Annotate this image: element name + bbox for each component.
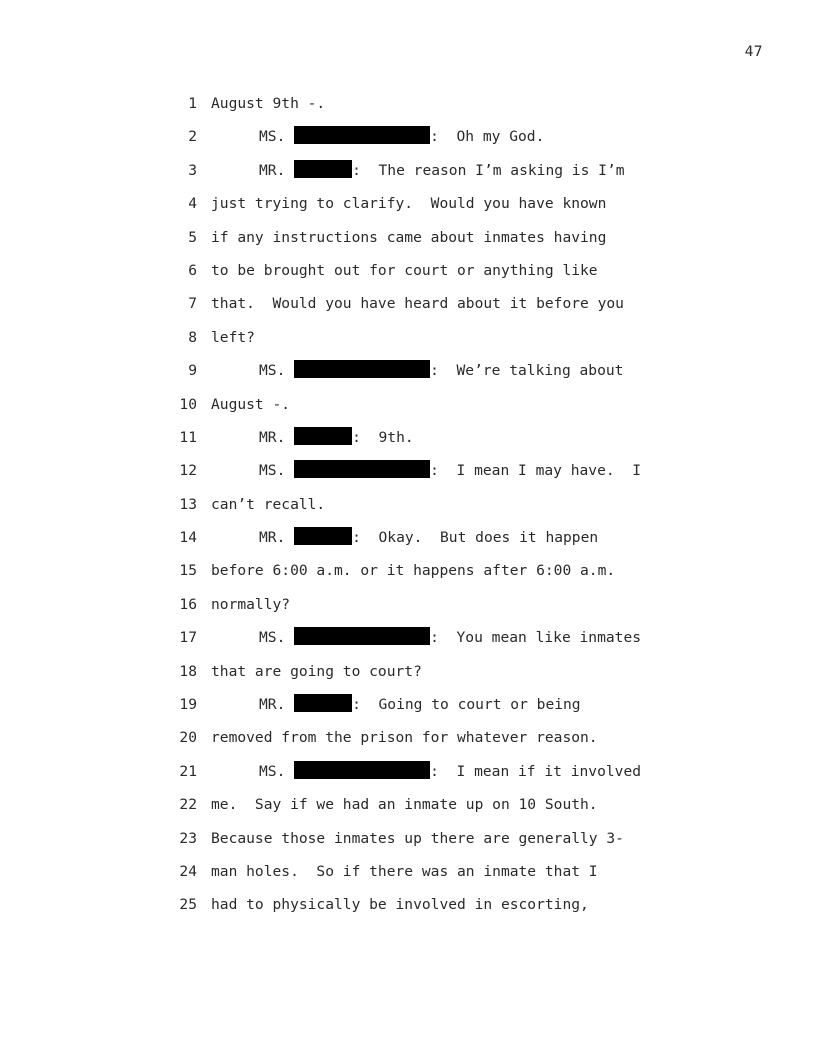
line-text	[211, 459, 641, 483]
line-number: 22	[179, 796, 197, 814]
speaker-label: MS.	[259, 629, 286, 647]
transcript-line	[0, 860, 816, 893]
spoken-text: : I mean I may have. I	[430, 462, 642, 480]
spoken-text: : Going to court or being	[352, 696, 581, 714]
spoken-text: that. Would you have heard about it before you	[211, 295, 624, 313]
redacted-name	[294, 694, 352, 712]
line-text	[211, 893, 589, 917]
transcript-line	[0, 893, 816, 926]
transcript-line	[0, 726, 816, 759]
spoken-text: before 6:00 a.m. or it happens after 6:00 a.m.	[211, 562, 616, 580]
line-text	[211, 726, 598, 750]
line-number: 19	[179, 696, 197, 714]
spoken-text: man holes. So if there was an inmate that I	[211, 862, 598, 880]
spoken-text: August 9th -.	[211, 95, 326, 112]
transcript-line	[0, 192, 816, 225]
line-text	[211, 593, 290, 617]
transcript-line	[0, 226, 816, 259]
transcript-line	[0, 559, 816, 592]
line-number: 11	[179, 428, 197, 446]
spoken-text: me. Say if we had an inmate up on 10 South.	[211, 796, 598, 814]
redacted-name	[294, 427, 352, 445]
transcript-line	[0, 359, 816, 392]
line-text	[211, 693, 581, 717]
spoken-text: left?	[211, 328, 255, 346]
line-number: 2	[188, 128, 197, 146]
line-number: 18	[179, 662, 197, 680]
line-number: 8	[188, 328, 197, 346]
spoken-text: Because those inmates up there are generally 3-	[211, 829, 624, 847]
line-text	[211, 559, 615, 583]
transcript-line	[0, 426, 816, 459]
spoken-text: : Okay. But does it happen	[352, 529, 599, 547]
line-text	[211, 393, 290, 417]
spoken-text: : 9th.	[352, 428, 414, 446]
speaker-label: MS.	[259, 128, 286, 146]
redacted-name	[294, 761, 430, 779]
redacted-name	[294, 627, 430, 645]
transcript-line	[0, 593, 816, 626]
transcript-line	[0, 292, 816, 325]
line-number: 6	[188, 261, 197, 279]
transcript-body	[0, 92, 816, 927]
line-number: 16	[179, 595, 197, 613]
line-text	[211, 92, 325, 116]
spoken-text: removed from the prison for whatever reason.	[211, 729, 598, 747]
spoken-text: can’t recall.	[211, 495, 326, 513]
line-number: 7	[188, 295, 197, 313]
line-text	[211, 760, 641, 784]
transcript-line	[0, 92, 816, 125]
line-text	[211, 326, 255, 350]
line-text	[211, 793, 598, 817]
transcript-line	[0, 626, 816, 659]
line-number: 3	[188, 161, 197, 179]
line-text	[211, 526, 598, 550]
line-number: 15	[179, 562, 197, 580]
line-number: 20	[179, 729, 197, 747]
line-text	[211, 359, 623, 383]
transcript-line	[0, 159, 816, 192]
line-number: 17	[179, 629, 197, 647]
redacted-name	[294, 527, 352, 545]
line-text	[211, 226, 606, 250]
redacted-name	[294, 360, 430, 378]
transcript-line	[0, 693, 816, 726]
line-number: 12	[179, 462, 197, 480]
line-number: 10	[179, 395, 197, 413]
spoken-text: : Oh my God.	[430, 128, 545, 146]
spoken-text: August -.	[211, 395, 291, 413]
speaker-label: MR.	[259, 428, 286, 446]
line-text	[211, 192, 606, 216]
line-number: 23	[179, 829, 197, 847]
line-text	[211, 626, 641, 650]
spoken-text: : I mean if it involved	[430, 762, 642, 780]
line-text	[211, 159, 625, 183]
spoken-text: that are going to court?	[211, 662, 422, 680]
transcript-line	[0, 793, 816, 826]
line-text	[211, 660, 422, 684]
transcript-line	[0, 259, 816, 292]
redacted-name	[294, 460, 430, 478]
redacted-name	[294, 160, 352, 178]
speaker-label: MR.	[259, 529, 286, 547]
line-number: 1	[188, 95, 197, 112]
transcript-line	[0, 827, 816, 860]
speaker-label: MR.	[259, 696, 286, 714]
line-number: 9	[188, 362, 197, 380]
line-text	[211, 827, 624, 851]
transcript-line	[0, 526, 816, 559]
line-text	[211, 426, 414, 450]
spoken-text: normally?	[211, 595, 291, 613]
transcript-line	[0, 493, 816, 526]
transcript-line	[0, 393, 816, 426]
speaker-label: MS.	[259, 462, 286, 480]
transcript-line	[0, 459, 816, 492]
line-text	[211, 259, 598, 283]
line-text	[211, 860, 598, 884]
transcript-line	[0, 660, 816, 693]
speaker-label: MS.	[259, 762, 286, 780]
line-number: 25	[179, 896, 197, 914]
redacted-name	[294, 126, 430, 144]
spoken-text: : We’re talking about	[430, 362, 624, 380]
spoken-text: if any instructions came about inmates having	[211, 228, 607, 246]
line-text	[211, 125, 544, 149]
page-number: 47	[744, 43, 763, 60]
spoken-text: to be brought out for court or anything like	[211, 261, 598, 279]
line-text	[211, 493, 325, 517]
line-number: 5	[188, 228, 197, 246]
line-number: 13	[179, 495, 197, 513]
line-text	[211, 292, 624, 316]
line-number: 21	[179, 762, 197, 780]
spoken-text: just trying to clarify. Would you have known	[211, 195, 607, 213]
transcript-line	[0, 760, 816, 793]
line-number: 4	[188, 195, 197, 213]
spoken-text: had to physically be involved in escorting,	[211, 896, 589, 914]
transcript-line	[0, 326, 816, 359]
transcript-line	[0, 125, 816, 158]
line-number: 14	[179, 529, 197, 547]
speaker-label: MR.	[259, 161, 286, 179]
speaker-label: MS.	[259, 362, 286, 380]
spoken-text: : You mean like inmates	[430, 629, 642, 647]
line-number: 24	[179, 862, 197, 880]
spoken-text: : The reason I’m asking is I’m	[352, 161, 625, 179]
